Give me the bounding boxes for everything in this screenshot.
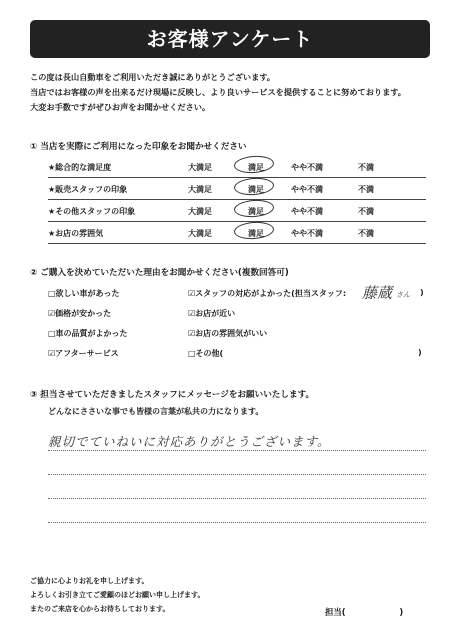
option-somewhat-dissatisfied[interactable]: やや不満 <box>291 185 323 194</box>
checkbox-option-staff[interactable]: ☑スタッフの対応がよかった(担当スタッフ: <box>188 289 347 298</box>
option-somewhat-dissatisfied[interactable]: やや不満 <box>291 229 323 238</box>
checkbox-option[interactable]: □欲しい車があった <box>48 289 120 298</box>
footer-line: ご協力に心よりお礼を申し上げます。 <box>30 577 149 585</box>
close-paren: ) <box>420 288 424 297</box>
rating-label: ★販売スタッフの印象 <box>48 185 128 194</box>
handwritten-staff-suffix: さん <box>396 291 410 299</box>
rating-label: ★その他スタッフの印象 <box>48 207 136 216</box>
selected-circle-mark <box>233 199 274 219</box>
checkbox-option[interactable]: □車の品質がよかった <box>48 329 128 338</box>
option-satisfied[interactable]: 満足 <box>248 185 264 194</box>
option-somewhat-dissatisfied[interactable]: やや不満 <box>291 207 323 216</box>
checkbox-option[interactable]: ☑お店が近い <box>188 309 236 318</box>
selected-circle-mark <box>233 221 274 241</box>
message-line <box>48 474 426 475</box>
rating-row[interactable] <box>48 202 426 222</box>
option-very-satisfied[interactable]: 大満足 <box>188 185 212 194</box>
staff-in-charge-field[interactable] <box>325 606 403 618</box>
option-somewhat-dissatisfied[interactable]: やや不満 <box>291 163 323 172</box>
rating-label: ★お店の雰囲気 <box>48 229 104 238</box>
option-dissatisfied[interactable]: 不満 <box>358 163 374 172</box>
close-paren: ) <box>418 348 422 357</box>
question-1-heading: ① 当店を実際にご利用になった印象をお聞かせください <box>30 142 247 152</box>
option-dissatisfied[interactable]: 不満 <box>358 185 374 194</box>
rating-label: ★総合的な満足度 <box>48 163 112 172</box>
message-line <box>48 522 426 523</box>
question-2-heading: ② ご購入を決めていただいた理由をお聞かせください(複数回答可) <box>30 268 289 278</box>
rating-row[interactable] <box>48 158 426 178</box>
option-dissatisfied[interactable]: 不満 <box>358 229 374 238</box>
intro-line: この度は長山自動車をご利用いただき誠にありがとうございます。 <box>30 72 275 82</box>
handwritten-message: 親切でていねいに対応ありがとうございます。 <box>48 434 331 449</box>
footer-line: またのご来店を心からお待ちしております。 <box>30 605 170 613</box>
option-satisfied[interactable]: 満足 <box>248 207 264 216</box>
intro-line: 当店ではお客様の声を出来るだけ現場に反映し、より良いサービスを提供することに努めております。 <box>30 87 406 97</box>
question-3-subheading: どんなにささいな事でも皆様の言葉が私共の力になります。 <box>48 407 264 416</box>
option-satisfied[interactable]: 満足 <box>248 229 264 238</box>
rating-row[interactable] <box>48 180 426 200</box>
option-very-satisfied[interactable]: 大満足 <box>188 163 212 172</box>
footer-thanks <box>30 574 204 616</box>
option-very-satisfied[interactable]: 大満足 <box>188 229 212 238</box>
selected-circle-mark <box>233 177 274 197</box>
footer-line: よろしくお引き立てご愛顧のほどお願い申し上げます。 <box>30 591 205 599</box>
checkbox-option[interactable]: ☑お店の雰囲気がいい <box>188 329 268 338</box>
option-satisfied[interactable]: 満足 <box>248 163 264 172</box>
survey-title-banner: お客様アンケート <box>30 20 430 58</box>
option-dissatisfied[interactable]: 不満 <box>358 207 374 216</box>
handwritten-staff-name: 藤蔵 <box>362 284 393 302</box>
message-line <box>48 498 426 499</box>
selected-circle-mark <box>233 155 274 175</box>
checkbox-option[interactable]: ☑価格が安かった <box>48 309 112 318</box>
intro-text <box>30 70 406 115</box>
staff-in-charge-close: ) <box>399 607 404 617</box>
intro-line: 大変お手数ですがぜひお声をお聞かせください。 <box>30 102 211 112</box>
rating-row[interactable] <box>48 224 426 244</box>
message-line <box>48 450 426 451</box>
staff-in-charge-label: 担当( <box>325 607 346 617</box>
checkbox-option[interactable]: ☑アフターサービス <box>48 349 119 358</box>
option-very-satisfied[interactable]: 大満足 <box>188 207 212 216</box>
question-3-heading: ③ 担当させていただきましたスタッフにメッセージをお願いいたします。 <box>30 390 315 400</box>
checkbox-option-other[interactable]: □その他( <box>188 349 224 358</box>
